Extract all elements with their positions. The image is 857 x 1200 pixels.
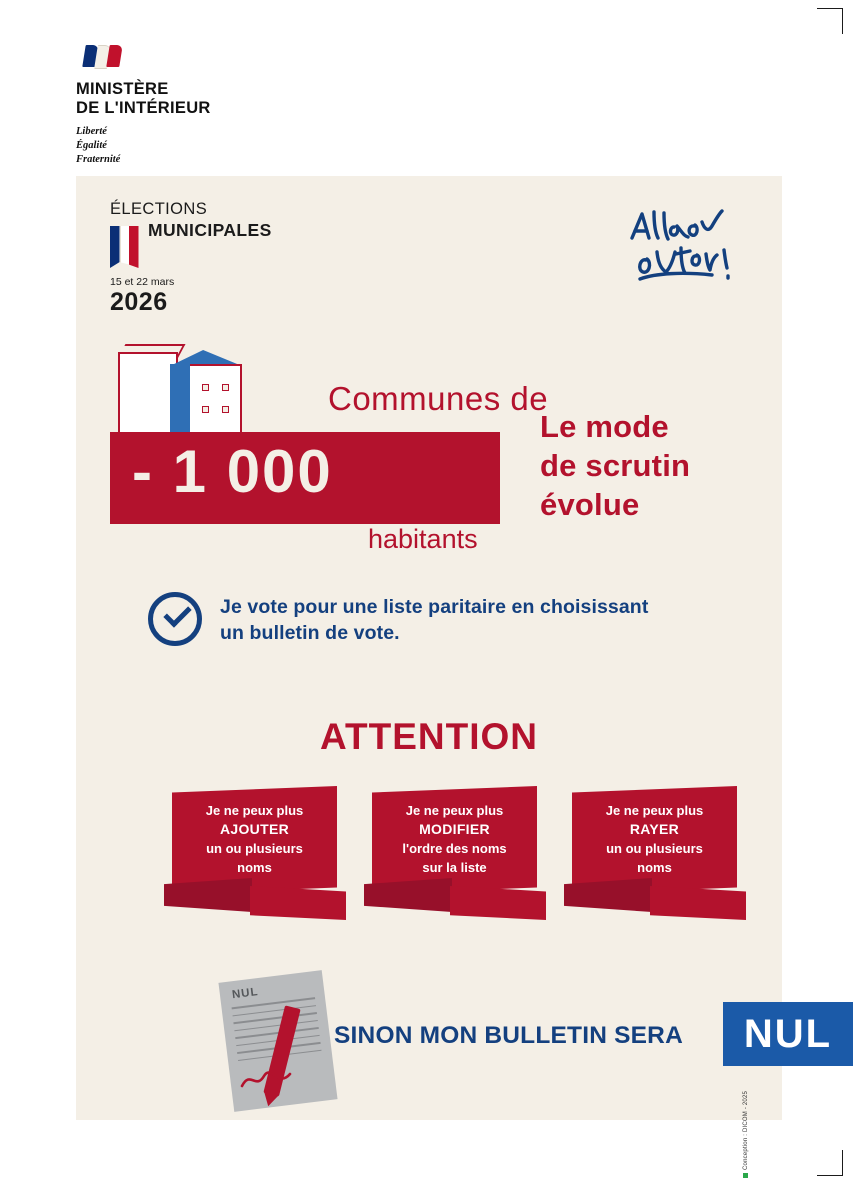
credit-text: Conception : DICOM - 2025	[743, 1090, 750, 1170]
ribbon-intro: Je ne peux plus	[205, 803, 304, 818]
attention-heading: ATTENTION	[320, 716, 538, 757]
marianne-flag-icon	[76, 42, 130, 72]
mode-line1: Le mode	[540, 409, 669, 444]
invalid-ballot-section	[146, 976, 833, 1111]
invalid-ballot-sentence: SINON MON BULLETIN SERA	[334, 1022, 683, 1049]
vote-line1: Je vote pour une liste paritaire en choisissant	[220, 596, 649, 618]
poster-credit	[743, 1090, 831, 1178]
motto-egalite: Égalité	[76, 140, 107, 152]
elections-type: MUNICIPALES	[148, 220, 272, 240]
nul-badge	[723, 1002, 853, 1066]
credit-dot-icon	[743, 1173, 748, 1178]
elections-label: ÉLECTIONS	[110, 200, 208, 218]
ribbon-detail-2: sur la liste	[422, 859, 487, 875]
vote-statement-text	[220, 592, 648, 647]
ministry-logo-block	[76, 42, 336, 167]
check-circle-icon	[148, 592, 202, 646]
ribbon-intro: Je ne peux plus	[605, 803, 704, 818]
list-item	[364, 786, 554, 936]
ribbon-detail-1: un ou plusieurs	[206, 841, 303, 857]
motto-fraternite: Fraternité	[76, 154, 121, 165]
ribbon-detail-2: noms	[637, 859, 672, 875]
ministry-name-line2: DE L'INTÉRIEUR	[76, 98, 211, 117]
habitants-label: habitants	[368, 524, 478, 554]
crop-mark-top-right	[817, 8, 843, 34]
ribbon-detail-1: un ou plusieurs	[606, 841, 703, 857]
mode-scrutin-heading	[540, 408, 782, 524]
ribbon-detail-1: l'ordre des noms	[402, 841, 507, 857]
french-flag-icon	[110, 226, 148, 268]
ribbon-intro: Je ne peux plus	[405, 803, 504, 818]
ribbon-action: MODIFIER	[419, 821, 490, 838]
elections-year: 2026	[110, 288, 168, 316]
scribble-icon	[238, 1064, 308, 1094]
list-item	[564, 786, 754, 936]
list-item	[164, 786, 354, 936]
ribbon-action: RAYER	[629, 821, 680, 838]
vote-line2: un bulletin de vote.	[220, 621, 400, 644]
republic-motto	[76, 125, 336, 167]
motto-liberte: Liberté	[76, 126, 107, 138]
population-number: - 1 000	[132, 438, 333, 505]
elections-date: 15 et 22 mars	[110, 276, 175, 288]
elections-header	[110, 200, 272, 316]
allons-voter-logo	[624, 202, 744, 282]
poster	[76, 176, 833, 1120]
ribbon-detail-2: noms	[237, 859, 272, 875]
communes-title: Communes de	[328, 380, 549, 417]
ministry-name	[76, 80, 336, 117]
envelope-nul-label: NUL	[231, 986, 260, 1002]
ministry-name-line1: MINISTÈRE	[76, 80, 169, 98]
ribbon-action: AJOUTER	[220, 821, 289, 838]
mode-line2: de scrutin évolue	[540, 447, 691, 522]
interdictions-list	[164, 786, 784, 946]
vote-statement	[148, 592, 748, 647]
nul-badge-label: NUL	[743, 1011, 833, 1056]
